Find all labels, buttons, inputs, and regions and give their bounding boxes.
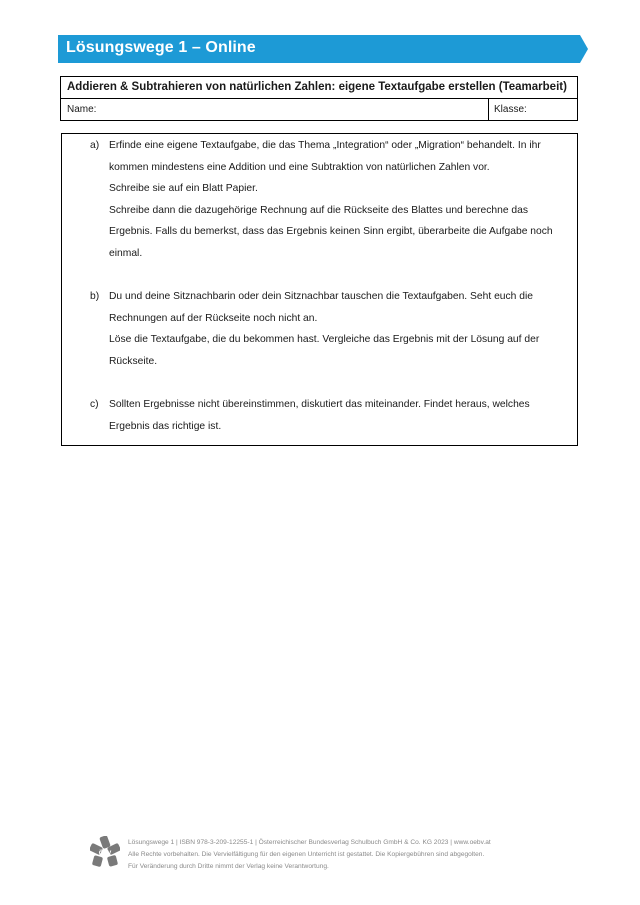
task-paragraph: Löse die Textaufgabe, die du bekommen hast. Vergleiche das Ergebnis mit der Lösung auf der Rückseite. (109, 334, 540, 367)
footer-line: Alle Rechte vorbehalten. Die Vervielfältigung für den eigenen Unterricht ist gestattet. Die Kopiergebühren sind abgegolten. (128, 851, 485, 858)
header-banner (58, 35, 588, 63)
task-text (109, 286, 571, 372)
task-letter: a) (90, 140, 100, 151)
task-box (61, 133, 578, 446)
name-class-row (61, 99, 577, 120)
class-field: Klasse: (494, 104, 527, 115)
task-letter: b) (90, 291, 100, 302)
footer-line: Für Veränderung durch Dritte nimmt der Verlag keine Verantwortung. (128, 863, 329, 870)
logo-text: öbv (98, 849, 112, 857)
task-paragraph: Sollten Ergebnisse nicht übereinstimmen, diskutiert das miteinander. Findet heraus, welches Ergebnis das richtige ist. (109, 399, 530, 432)
name-field: Name: (61, 99, 489, 120)
task-paragraph: Du und deine Sitznachbarin oder dein Sitznachbar tauschen die Textaufgaben. Seht euch die Rechnungen auf der Rückseite noch nicht an. (109, 291, 533, 324)
task-text (109, 135, 571, 265)
task-paragraph: Erfinde eine eigene Textaufgabe, die das Thema „Integration“ oder „Migration“ behandelt. In ihr kommen mindestens eine Addition und eine Subtraktion von natürlichen Zahlen vor. (109, 140, 541, 173)
oebv-logo-icon (90, 836, 120, 868)
task-paragraph: Schreibe dann die dazugehörige Rechnung auf die Rückseite des Blattes und berechne das Ergebnis. Falls du bemerkst, dass das Ergebnis keinen Sinn ergibt, überarbeite die Aufgabe noch einmal. (109, 204, 553, 259)
oebv-logo (90, 836, 120, 873)
task-text (109, 394, 571, 437)
worksheet-title: Addieren & Subtrahieren von natürlichen Zahlen: eigene Textaufgabe erstellen (Teamarbeit) (61, 77, 577, 99)
task-letter: c) (90, 399, 99, 410)
footer-text (128, 837, 598, 873)
task-paragraph: Schreibe sie auf ein Blatt Papier. (109, 183, 258, 195)
footer-line: Lösungswege 1 | ISBN 978-3-209-12255-1 | Österreichischer Bundesverlag Schulbuch GmbH & Co. KG 2023 | www.oebv.at (128, 839, 491, 846)
banner-title: Lösungswege 1 – Online (66, 39, 256, 56)
worksheet-header-table (60, 76, 578, 121)
